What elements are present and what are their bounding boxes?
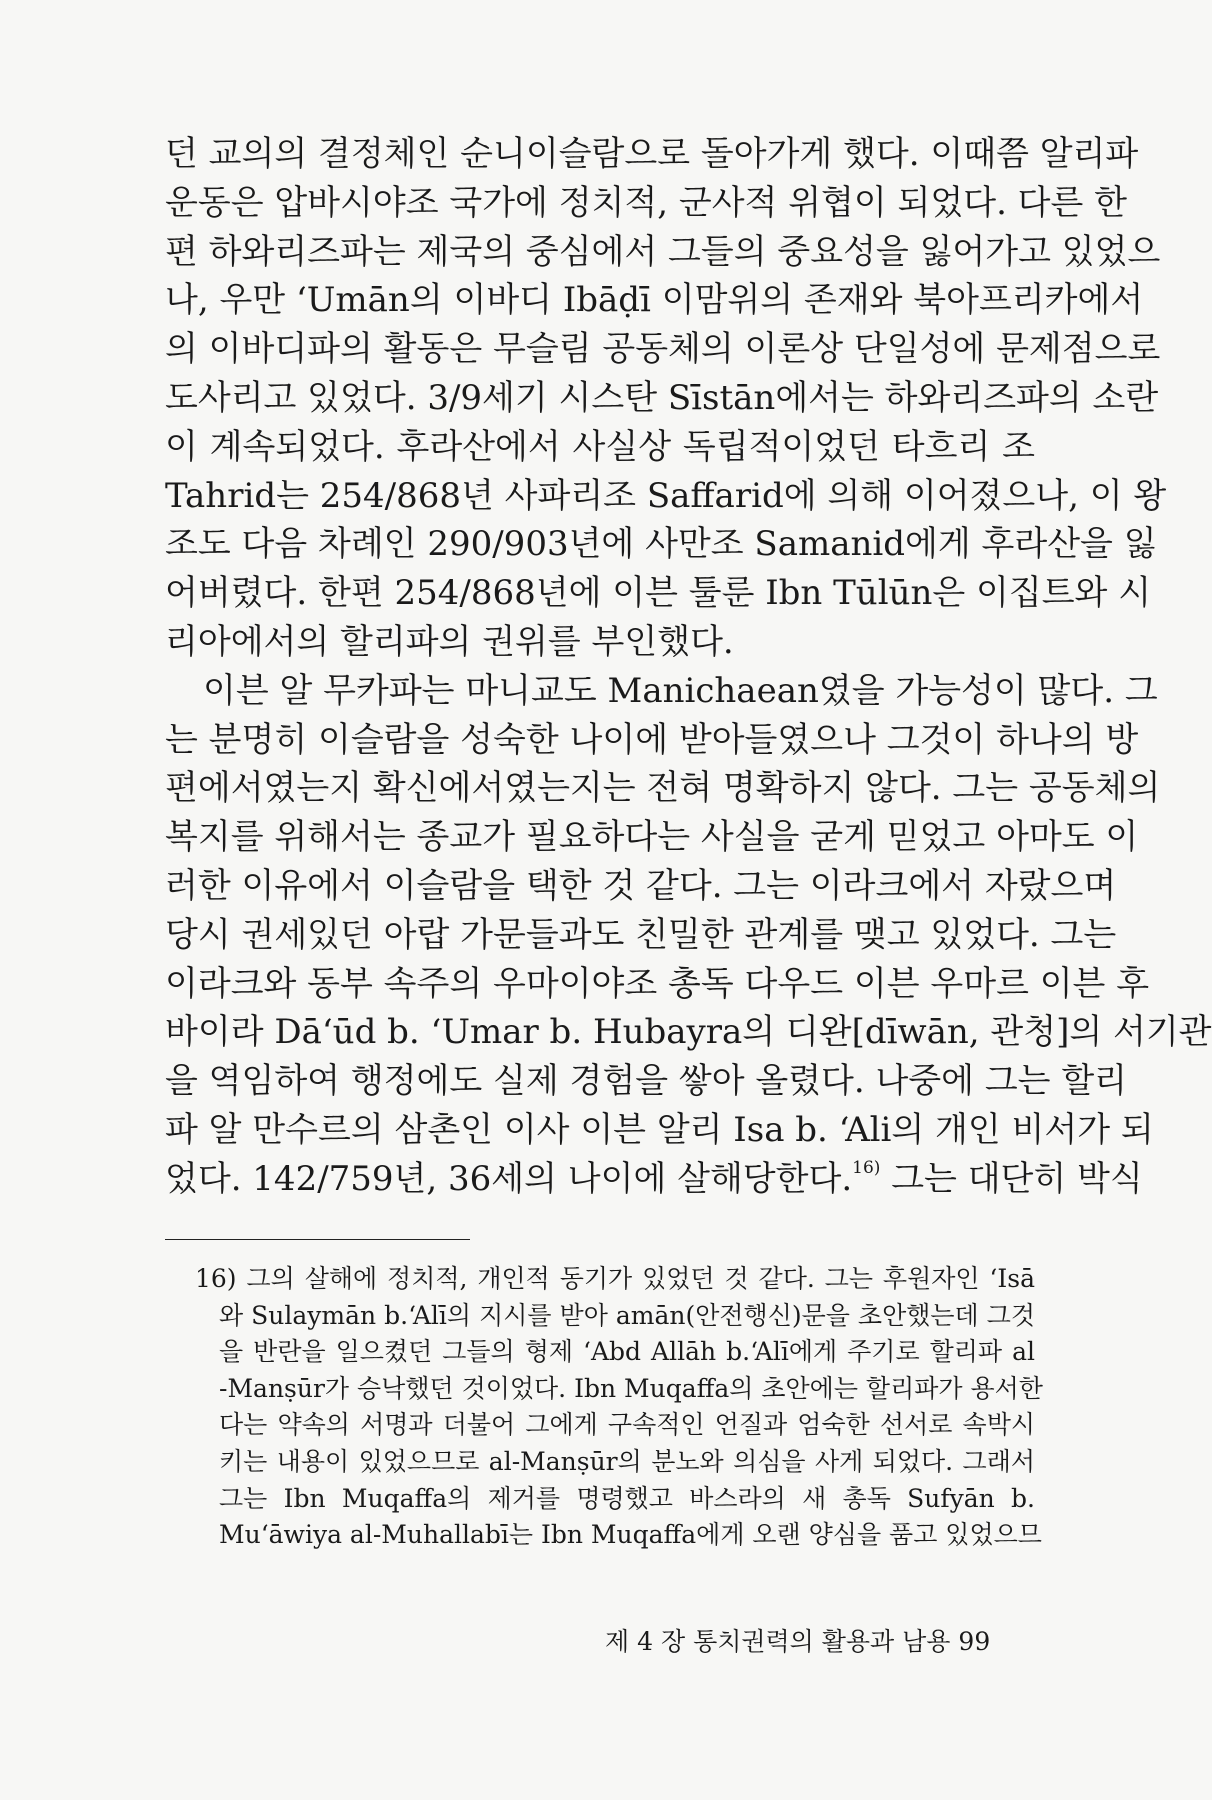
footnote-divider: [165, 1239, 470, 1240]
footnote-reference: 16): [852, 1158, 881, 1179]
body-line-tail: 그는 대단히 박식: [880, 1158, 1143, 1199]
footnote: [195, 1261, 1043, 1554]
body-line: 을 역임하여 행정에도 실제 경험을 쌓아 올렸다. 나중에 그는 할리: [165, 1061, 1128, 1102]
footnote-line: Mu‘āwiya al-Muhallabī는 Ibn Muqaffa에게 오랜 양심을 품고 있었으므: [219, 1520, 1042, 1550]
body-line: 던 교의의 결정체인 순니이슬람으로 돌아가게 했다. 이때쯤 알리파: [165, 134, 1139, 174]
body-line: 운동은 압바시야조 국가에 정치적, 군사적 위협이 되었다. 다른 한: [165, 182, 1128, 223]
body-line: 의 이바디파의 활동은 무슬림 공동체의 이론상 단일성에 문제점으로: [165, 329, 1161, 370]
body-text: [165, 130, 1212, 1204]
body-line: 당시 권세있던 아랍 가문들과도 친밀한 관계를 맺고 있었다. 그는: [165, 914, 1117, 955]
body-line: 편 하와리즈파는 제국의 중심에서 그들의 중요성을 잃어가고 있었으: [165, 231, 1161, 272]
body-line: 나, 우만 ‘Umān의 이바디 Ibāḍī 이맘위의 존재와 북아프리카에서: [165, 280, 1144, 321]
chapter-title: 통치권력의 활용과 남용: [693, 1627, 951, 1656]
body-line: 러한 이유에서 이슬람을 택한 것 같다. 그는 이라크에서 자랐으며: [165, 865, 1117, 906]
body-line: 이븐 알 무카파는 마니교도 Manichaean였을 가능성이 많다. 그: [203, 670, 1158, 711]
body-line: 어버렸다. 한편 254/868년에 이븐 툴룬 Ibn Tūlūn은 이집트와 시: [165, 573, 1152, 614]
body-line: 는 분명히 이슬람을 성숙한 나이에 받아들였으나 그것이 하나의 방: [165, 719, 1139, 760]
body-line: 이 계속되었다. 후라산에서 사실상 독립적이었던 타흐리 조: [165, 426, 1035, 467]
body-line: Tahrid는 254/868년 사파리조 Saffarid에 의해 이어졌으나, 이 왕: [165, 475, 1167, 516]
body-line: 이라크와 동부 속주의 우마이야조 총독 다우드 이븐 우마르 이븐 후: [165, 963, 1150, 1004]
body-line: 파 알 만수르의 삼촌인 이사 이븐 알리 Isa b. ‘Ali의 개인 비서가 되: [165, 1109, 1154, 1150]
chapter-label: 제 4 장: [605, 1627, 686, 1656]
body-line: 도사리고 있었다. 3/9세기 시스탄 Sīstān에서는 하와리즈파의 소란: [165, 377, 1159, 418]
body-line-last: [165, 1155, 1143, 1204]
footnote-line: 그는 Ibn Muqaffa의 제거를 명령했고 바스라의 새 총독 Sufyān b.: [219, 1483, 1035, 1513]
body-line: 바이라 Dā‘ūd b. ‘Umar b. Hubayra의 디완[dīwān, 관청]의 서기관: [165, 1012, 1212, 1053]
footnote-line: 을 반란을 일으켰던 그들의 형제 ‘Abd Allāh b.‘Alī에게 주기로 할리파 al: [219, 1337, 1035, 1367]
body-line: 리아에서의 할리파의 권위를 부인했다.: [165, 621, 734, 662]
footnote-line: 키는 내용이 있었으므로 al-Manṣūr의 분노와 의심을 사게 되었다. 그래서: [219, 1446, 1035, 1476]
footnote-line: 16) 그의 살해에 정치적, 개인적 동기가 있었던 것 같다. 그는 후원자인 ‘Isā: [195, 1264, 1035, 1293]
page-number: 99: [958, 1627, 991, 1656]
body-line: 편에서였는지 확신에서였는지는 전혀 명확하지 않다. 그는 공동체의: [165, 768, 1161, 809]
page-footer: [605, 1622, 990, 1658]
footnote-line: 와 Sulaymān b.‘Alī의 지시를 받아 amān(안전행신)문을 초안했는데 그것: [219, 1300, 1035, 1330]
body-line: 복지를 위해서는 종교가 필요하다는 사실을 굳게 믿었고 아마도 이: [165, 817, 1139, 858]
footnote-line: 다는 약속의 서명과 더불어 그에게 구속적인 언질과 엄숙한 선서로 속박시: [219, 1410, 1035, 1440]
body-line: 조도 다음 차례인 290/903년에 사만조 Samanid에게 후라산을 잃: [165, 524, 1157, 565]
footnote-line: -Manṣūr가 승낙했던 것이었다. Ibn Muqaffa의 초안에는 할리파가 용서한: [219, 1373, 1043, 1403]
body-line-text: 었다. 142/759년, 36세의 나이에 살해당한다.: [165, 1158, 853, 1199]
